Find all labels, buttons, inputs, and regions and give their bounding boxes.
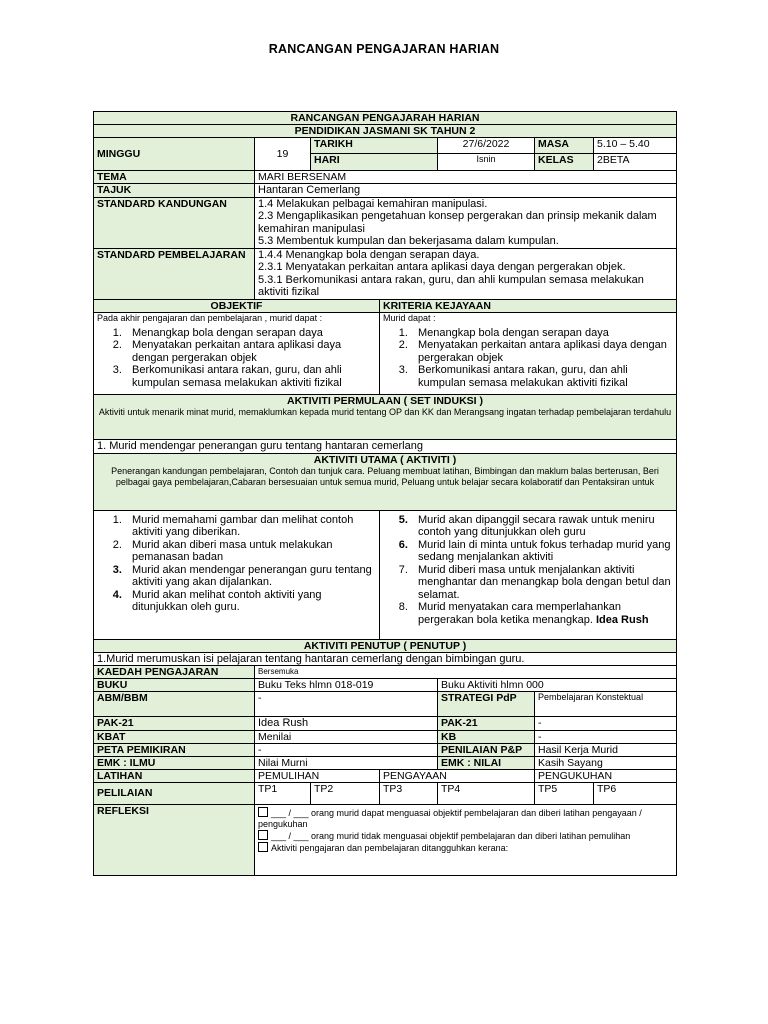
refleksi-line-2: ___ / ___ orang murid tidak menguasai objektif pembelajaran dan diberi latihan pemulihan [271, 830, 631, 841]
kriteria-label: KRITERIA KEJAYAAN [380, 299, 677, 312]
buku-label: BUKU [94, 679, 255, 692]
header-line1: RANCANGAN PENGAJARAH HARIAN [94, 112, 677, 125]
kriteria-list [383, 327, 673, 390]
minggu-value: 19 [255, 138, 311, 171]
latihan-pengayaan: PENGAYAAN [380, 769, 535, 782]
objektif-intro: Pada akhir pengajaran dan pembelajaran , murid dapat : [97, 312, 323, 323]
emk-ilmu-label: EMK : ILMU [94, 756, 255, 769]
strategi-label: STRATEGI PdP [438, 692, 535, 717]
kbat-label: KBAT [94, 730, 255, 743]
latihan-label: LATIHAN [94, 769, 255, 782]
hari-label: HARI [311, 154, 438, 171]
sp-line-1: 1.4.4 Menangkap bola dengan serapan daya. [258, 248, 480, 261]
list-item: 1. Murid memahami gambar dan melihat contoh aktiviti yang diberikan. [125, 514, 376, 539]
tp6-cell: TP6 [594, 782, 677, 804]
pak21-label-2: PAK-21 [438, 717, 535, 731]
pak21-value-2: - [535, 717, 677, 731]
pak21-label: PAK-21 [94, 717, 255, 731]
tarikh-value: 27/6/2022 [438, 138, 535, 154]
list-item: 6. Murid lain di minta untuk fokus terhadap murid yang sedang menjalankan aktiviti [411, 539, 673, 564]
tp5-cell: TP5 [535, 782, 594, 804]
penutup-label: AKTIVITI PENUTUP ( PENUTUP ) [94, 639, 677, 652]
pak21-value: Idea Rush [255, 717, 438, 731]
latihan-pemulihan: PEMULIHAN [255, 769, 380, 782]
buku-value-2: Buku Aktiviti hlmn 000 [438, 679, 677, 692]
list-item-text: Murid menyatakan cara memperlahankan pergerakan bola ketika menangkap. [418, 601, 621, 626]
abm-value: - [255, 692, 438, 717]
refleksi-line-3: Aktiviti pengajaran dan pembelajaran ditangguhkan kerana: [271, 842, 509, 853]
sp-line-3: 5.3.1 Berkomunikasi antara rakan, guru, dan ahli kumpulan semasa melakukan aktiviti fizikal [258, 273, 644, 298]
checkbox-3[interactable] [258, 842, 268, 852]
pelilaian-label: PELILAIAN [94, 782, 255, 804]
tajuk-value: Hantaran Cemerlang [255, 184, 677, 198]
list-item: 5. Murid akan dipanggil secara rawak untuk meniru contoh yang ditunjukkan oleh guru [411, 514, 673, 539]
list-item: 2. Menyatakan perkaitan antara aplikasi daya dengan pergerakan objek [125, 339, 376, 364]
objektif-list [97, 327, 376, 390]
emk-nilai-label: EMK : NILAI [438, 756, 535, 769]
penilaian-value: Hasil Kerja Murid [535, 743, 677, 756]
list-item: 3. Berkomunikasi antara rakan, guru, dan ahli kumpulan semasa melakukan aktiviti fizikal [125, 364, 376, 389]
permulaan-desc: Aktiviti untuk menarik minat murid, memaklumkan kepada murid tentang OP dan KK dan Merangsang ingatan terhadap pembelajaran terdahulu [98, 406, 672, 417]
tema-value: MARI BERSENAM [255, 171, 677, 184]
kb-label: KB [438, 730, 535, 743]
buku-value-1: Buku Teks hlmn 018-019 [255, 679, 438, 692]
utama-desc: Penerangan kandungan pembelajaran, Contoh dan tunjuk cara. Peluang membuat latihan, Bimbingan dan maklum balas berterusan, Beri pelbagai gaya pembelajaran,Cabaran bersesuaian untuk semua murid, Peluang untuk belajar secara kolaboratif dan Pentaksiran untuk [111, 465, 659, 487]
kaedah-value: Bersemuka [255, 666, 677, 679]
masa-label: MASA [535, 138, 594, 154]
list-item: 1. Menangkap bola dengan serapan daya [125, 327, 376, 340]
list-item [411, 601, 673, 626]
permulaan-activity: 1. Murid mendengar penerangan guru tentang hantaran cemerlang [94, 439, 677, 453]
emk-nilai-value: Kasih Sayang [535, 756, 677, 769]
list-item: 4. Murid akan melihat contoh aktiviti yang ditunjukkan oleh guru. [125, 589, 376, 614]
kaedah-label: KAEDAH PENGAJARAN [94, 666, 255, 679]
minggu-label: MINGGU [94, 138, 255, 171]
objektif-label: OBJEKTIF [94, 299, 380, 312]
kb-value: - [535, 730, 677, 743]
list-item: 3. Berkomunikasi antara rakan, guru, dan ahli kumpulan semasa melakukan aktiviti fizikal [411, 364, 673, 389]
permulaan-label: AKTIVITI PERMULAAN ( SET INDUKSI ) [287, 394, 483, 407]
refleksi-line-1: ___ / ___ orang murid dapat menguasai objektif pembelajaran dan diberi latihan pengayaan / pengukuhan [258, 807, 642, 829]
refleksi-label: REFLEKSI [94, 804, 255, 875]
sp-line-2: 2.3.1 Menyatakan perkaitan antara aplikasi daya dengan pergerakan objek. [258, 261, 626, 273]
latihan-pengukuhan: PENGUKUHAN [535, 769, 677, 782]
utama-right-list [383, 514, 673, 627]
abm-label: ABM/BBM [94, 692, 255, 717]
peta-value: - [255, 743, 438, 756]
penutup-activity: 1.Murid merumuskan isi pelajaran tentang hantaran cemerlang dengan bimbingan guru. [94, 652, 677, 666]
sk-line-1: 1.4 Melakukan pelbagai kemahiran manipulasi. [258, 197, 488, 210]
kbat-value: Menilai [255, 730, 438, 743]
masa-value: 5.10 – 5.40 [594, 138, 677, 154]
page-title: RANCANGAN PENGAJARAN HARIAN [268, 42, 500, 56]
sk-line-3: 5.3 Membentuk kumpulan dan bekerjasama dalam kumpulan. [258, 235, 559, 247]
sk-line-2: 2.3 Mengaplikasikan pengetahuan konsep pergerakan dan prinsip mekanik dalam kemahiran manipulasi [258, 210, 657, 235]
strategi-value: Pembelajaran Konstektual [535, 692, 677, 717]
standard-kandungan-label: STANDARD KANDUNGAN [94, 197, 255, 248]
standard-pembelajaran-label: STANDARD PEMBELAJARAN [94, 248, 255, 299]
list-item: 7. Murid diberi masa untuk menjalankan aktiviti menghantar dan menangkap bola dengan betul dan selamat. [411, 564, 673, 602]
checkbox-2[interactable] [258, 830, 268, 840]
tp2-cell: TP2 [311, 782, 380, 804]
peta-label: PETA PEMIKIRAN [94, 743, 255, 756]
kelas-label: KELAS [535, 154, 594, 171]
list-item: 1. Menangkap bola dengan serapan daya [411, 327, 673, 340]
tp3-cell: TP3 [380, 782, 438, 804]
list-item: 2. Murid akan diberi masa untuk melakukan pemanasan badan [125, 539, 376, 564]
list-item: 3. Murid akan mendengar penerangan guru tentang aktiviti yang akan dijalankan. [125, 564, 376, 589]
utama-label: AKTIVITI UTAMA ( AKTIVITI ) [313, 453, 457, 466]
tema-label: TEMA [94, 171, 255, 184]
kelas-value: 2BETA [594, 154, 677, 171]
emk-ilmu-value: Nilai Murni [255, 756, 438, 769]
tp4-cell: TP4 [438, 782, 535, 804]
utama-left-list [97, 514, 376, 614]
kriteria-intro: Murid dapat : [383, 312, 436, 323]
tp1-cell: TP1 [255, 782, 311, 804]
list-item: 2. Menyatakan perkaitan antara aplikasi daya dengan pergerakan objek [411, 339, 673, 364]
tarikh-label: TARIKH [311, 138, 438, 154]
header-line2: PENDIDIKAN JASMANI SK TAHUN 2 [94, 125, 677, 138]
tajuk-label: TAJUK [94, 184, 255, 198]
checkbox-1[interactable] [258, 807, 268, 817]
rph-table [93, 111, 677, 876]
idea-rush-tag: Idea Rush [595, 613, 649, 626]
hari-value: Isnin [438, 154, 535, 171]
penilaian-label: PENILAIAN P&P [438, 743, 535, 756]
